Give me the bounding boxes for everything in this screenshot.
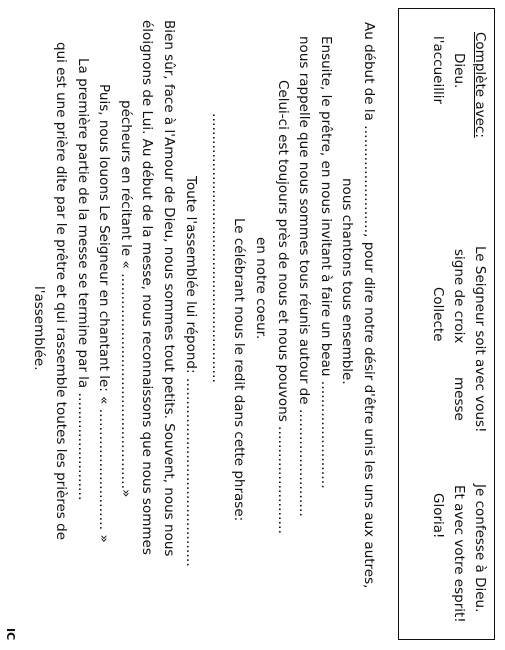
text-line: Le célébrant nous le redit dans cette phrase: bbox=[231, 218, 247, 522]
text-line: …………………………………………………… bbox=[209, 113, 225, 383]
word-bank-item: signe de croix bbox=[451, 249, 467, 344]
text-line: nous chantons tous ensemble. bbox=[339, 178, 355, 385]
text-line: Bien sûr, face à l'Amour de Dieu, nous sommes tout petits. Souvent, nous nous bbox=[161, 20, 177, 557]
text-line: éloignons de Lui. Au début de la messe, nous reconnaissons que nous sommes bbox=[139, 20, 155, 555]
text-line: qui est une prière dite par le prêtre et qui rassemble toutes les prières de bbox=[53, 42, 69, 541]
word-bank-item: Gloria! bbox=[430, 493, 446, 539]
text-line: Celui-ci est toujours près de nous et nous pouvons …………………… bbox=[275, 80, 291, 535]
text-line: La première partie de la messe se termine par la …………………… bbox=[75, 58, 91, 501]
word-bank-item: l'accueillir bbox=[430, 36, 446, 104]
text-line: pécheurs en récitant le « …………………………………………» bbox=[118, 100, 134, 498]
word-bank-item: Dieu. bbox=[451, 53, 467, 89]
text-line: l'assemblée. bbox=[31, 286, 47, 371]
word-bank-item: Collecte bbox=[430, 287, 446, 342]
word-bank-item: Et avec votre esprit! bbox=[451, 485, 467, 623]
text-line: Ensuite, le prêtre, en nous invitant à faire un beau …………………… bbox=[318, 36, 334, 489]
word-bank-heading: Complète avec: bbox=[472, 32, 488, 138]
text-line: Toute l'assemblée lui répond: …………………………………… bbox=[183, 176, 199, 567]
text-line: Puis, nous louons Le Seigneur en chantant le: « ……………………… » bbox=[96, 84, 112, 543]
word-bank-item: Je confesse à Dieu. bbox=[472, 484, 488, 613]
word-bank-item: messe bbox=[451, 377, 467, 421]
word-bank-item: Le Seigneur soit avec vous! bbox=[472, 246, 488, 433]
text-line: nous rappelle que nous sommes tous réunis autour de …………………… bbox=[296, 36, 312, 517]
text-line: Au début de la ……………………, pour dire notre désir d'être unis les uns aux autres, bbox=[361, 22, 377, 589]
text-line: en notre coeur. bbox=[253, 237, 269, 340]
corner-mark: IC bbox=[4, 628, 17, 641]
